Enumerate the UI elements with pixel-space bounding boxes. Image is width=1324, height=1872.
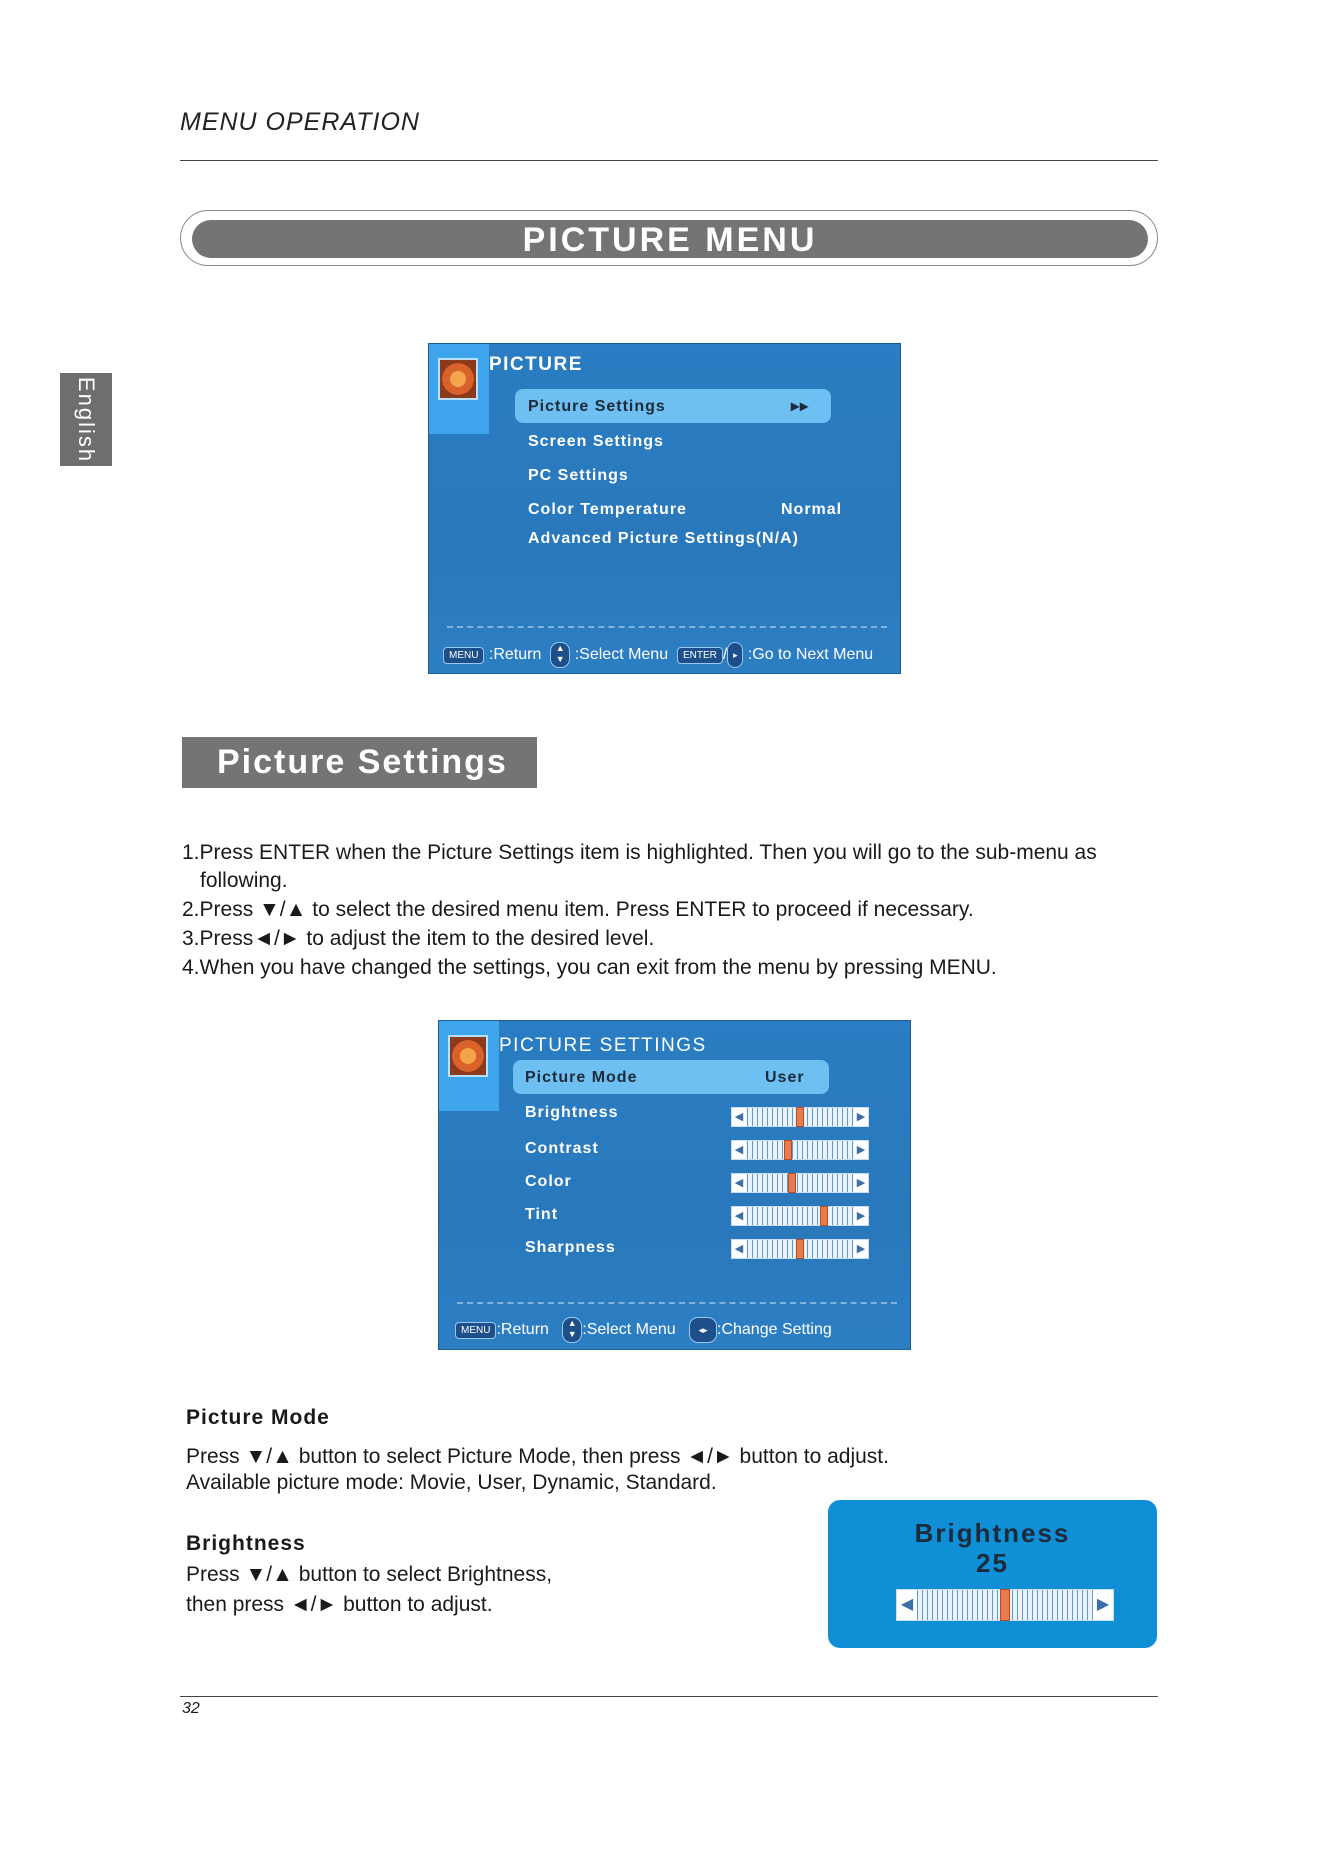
- menu-logo-box: [429, 344, 489, 434]
- menu-item-color-temperature[interactable]: Color Temperature: [528, 501, 687, 518]
- menu-button-icon: MENU: [443, 647, 484, 664]
- page-number: 32: [182, 1700, 200, 1717]
- footer-divider-line: [180, 1696, 1158, 1697]
- picture-icon: [448, 1035, 488, 1077]
- footer-select: :Select Menu: [582, 1321, 676, 1339]
- language-label: English: [74, 376, 99, 463]
- instruction-3: 3.Press◄/► to adjust the item to the desired level.: [182, 927, 655, 950]
- brightness-line2: then press ◄/► button to adjust.: [186, 1593, 493, 1616]
- footer-return: :Return: [496, 1321, 549, 1339]
- instruction-1-cont: following.: [200, 869, 288, 892]
- instruction-2: 2.Press ▼/▲ to select the desired menu item. Press ENTER to proceed if necessary.: [182, 898, 974, 921]
- footer-divider: [447, 626, 887, 628]
- tint-slider[interactable]: ◀ ▶: [731, 1206, 869, 1226]
- picture-mode-heading: Picture Mode: [186, 1406, 330, 1429]
- settings-footer: [455, 1317, 832, 1343]
- menu-item-advanced-picture[interactable]: Advanced Picture Settings(N/A): [528, 530, 799, 547]
- page-header-title: MENU OPERATION: [180, 108, 420, 136]
- picture-mode-line1: Press ▼/▲ button to select Picture Mode, then press ◄/► button to adjust.: [186, 1445, 889, 1468]
- color-temperature-value: Normal: [781, 501, 843, 518]
- up-down-icon: ▲ ▼: [562, 1317, 582, 1343]
- picture-mode-line2: Available picture mode: Movie, User, Dynamic, Standard.: [186, 1471, 717, 1494]
- brightness-heading: Brightness: [186, 1532, 306, 1555]
- header-divider: [180, 160, 1158, 161]
- up-down-icon: ▲ ▼: [550, 642, 570, 668]
- sharpness-slider[interactable]: ◀ ▶: [731, 1239, 869, 1259]
- menu-title: PICTURE: [489, 354, 583, 375]
- enter-button-icon: ENTER: [677, 647, 723, 664]
- color-slider[interactable]: ◀ ▶: [731, 1173, 869, 1193]
- sharpness-label[interactable]: Sharpness: [525, 1239, 616, 1256]
- color-label[interactable]: Color: [525, 1173, 572, 1190]
- instruction-1: 1.Press ENTER when the Picture Settings item is highlighted. Then you will go to the sub-menu as: [182, 841, 1097, 864]
- brightness-popup-value: 25: [976, 1548, 1009, 1578]
- menu-footer: MENU :Return ▲ ▼ :Select Menu ENTER / ▸ :Go to Next Menu: [443, 642, 873, 668]
- footer-divider: [457, 1302, 897, 1304]
- double-arrow-right-icon: ▸▸: [791, 398, 810, 415]
- contrast-slider[interactable]: ◀ ▶: [731, 1140, 869, 1160]
- menu-item-picture-settings[interactable]: Picture Settings: [528, 398, 666, 415]
- menu-item-pc-settings[interactable]: PC Settings: [528, 467, 629, 484]
- footer-next: :Go to Next Menu: [747, 646, 874, 664]
- banner-title: PICTURE MENU: [192, 220, 1148, 258]
- language-side-tab: [60, 373, 112, 466]
- footer-change: :Change Setting: [717, 1321, 832, 1339]
- picture-mode-label[interactable]: Picture Mode: [525, 1069, 638, 1086]
- section-title: Picture Settings: [182, 737, 537, 788]
- picture-menu-screen: [428, 343, 901, 674]
- picture-icon: [438, 358, 478, 400]
- contrast-label[interactable]: Contrast: [525, 1140, 599, 1157]
- brightness-popup-slider[interactable]: ◀ ▶: [896, 1589, 1114, 1621]
- left-right-icon: ◂▸: [689, 1317, 717, 1343]
- menu-button-icon: MENU: [455, 1322, 496, 1339]
- brightness-line1: Press ▼/▲ button to select Brightness,: [186, 1563, 553, 1586]
- picture-mode-value: User: [765, 1069, 805, 1086]
- right-arrow-icon: ▸: [727, 642, 743, 668]
- brightness-label[interactable]: Brightness: [525, 1104, 619, 1121]
- brightness-popup-title: Brightness: [914, 1518, 1071, 1548]
- settings-title: PICTURE SETTINGS: [499, 1035, 707, 1056]
- footer-return: :Return: [488, 646, 542, 664]
- brightness-slider[interactable]: ◀ ▶: [731, 1107, 869, 1127]
- settings-logo-box: [439, 1021, 499, 1111]
- instruction-4: 4.When you have changed the settings, you can exit from the menu by pressing MENU.: [182, 956, 997, 979]
- brightness-popup: [828, 1500, 1157, 1648]
- tint-label[interactable]: Tint: [525, 1206, 559, 1223]
- footer-select: :Select Menu: [574, 646, 669, 664]
- menu-item-screen-settings[interactable]: Screen Settings: [528, 433, 664, 450]
- picture-settings-screen: [438, 1020, 911, 1350]
